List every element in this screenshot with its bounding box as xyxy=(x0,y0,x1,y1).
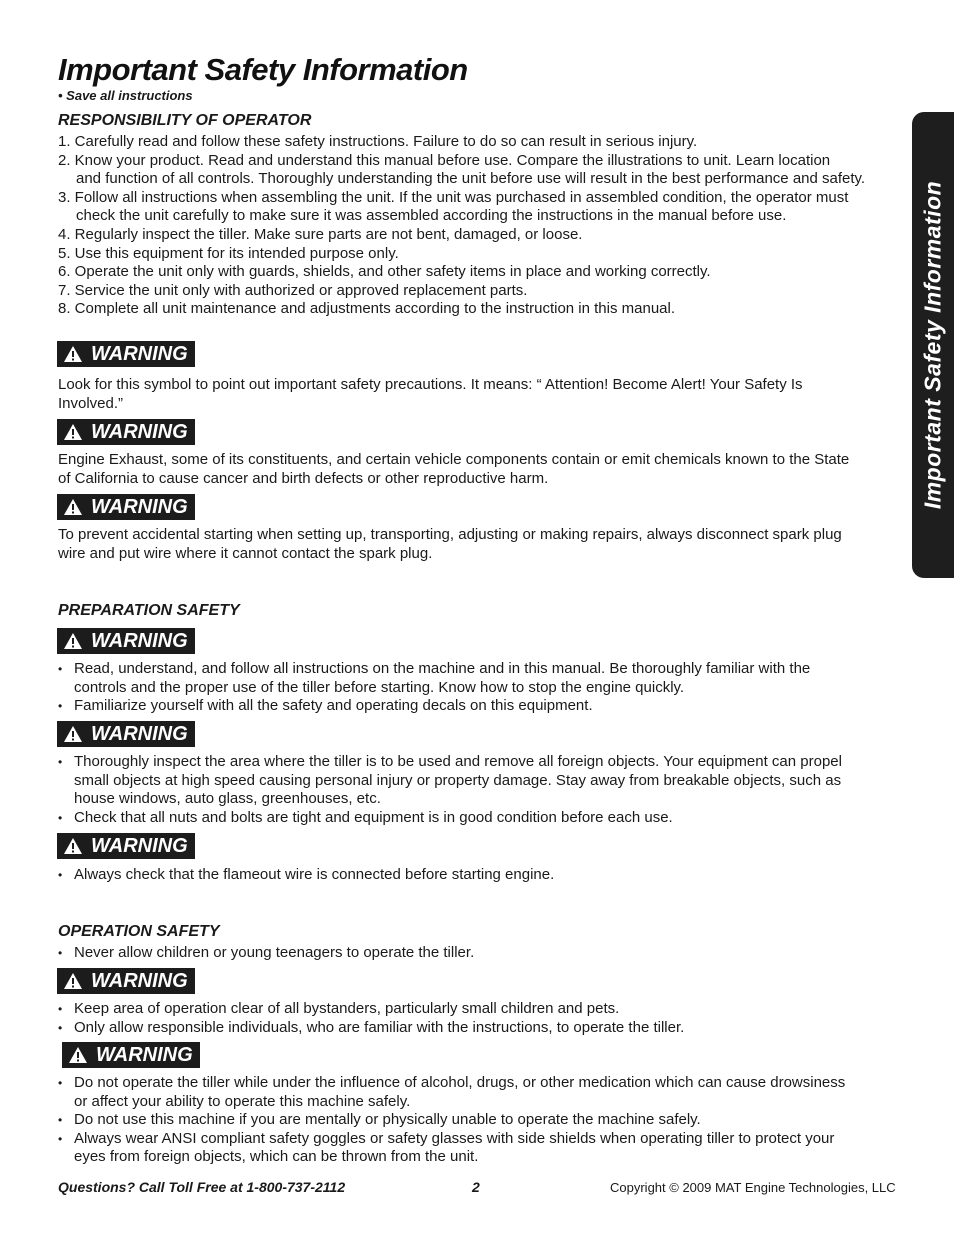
text-line: Familiarize yourself with all the safety and operating decals on this equipment. xyxy=(74,697,593,715)
text-line: Never allow children or young teenagers to operate the tiller. xyxy=(74,944,475,961)
list-item: 2. Know your product. Read and understand this manual before use. Compare the illustrations to unit. Learn location xyxy=(58,151,831,169)
text-line: Read, understand, and follow all instructions on the machine and in this manual. Be thoroughly familiar with the xyxy=(74,660,811,677)
bullet-list xyxy=(58,753,842,827)
warning-label: WARNING xyxy=(91,420,188,443)
bullet-list xyxy=(58,866,555,885)
text-line: Engine Exhaust, some of its constituents, and certain vehicle components contain or emit chemicals known to the State xyxy=(58,451,850,468)
page-title: Important Safety Information xyxy=(58,52,468,87)
list-item: 5. Use this equipment for its intended purpose only. xyxy=(58,244,399,262)
text-line: house windows, auto glass, greenhouses, etc. xyxy=(74,790,381,808)
warning-label: WARNING xyxy=(91,722,188,745)
list-item: • Always wear ANSI compliant safety goggles or safety glasses with side shields when operating tiller to protect your eyes from foreign objects, which can be thrown from the unit. xyxy=(74,1130,845,1167)
list-item: • Familiarize yourself with all the safety and operating decals on this equipment. xyxy=(74,697,810,716)
list-item: • Always check that the flameout wire is connected before starting engine. xyxy=(58,866,555,883)
bullet-list xyxy=(58,660,811,716)
warning-triangle-icon xyxy=(63,423,83,441)
list-item-continuation: check the unit carefully to make sure it was assembled according the instructions in the manual before use. xyxy=(76,207,787,225)
warning-banner xyxy=(57,968,195,994)
warning-banner xyxy=(57,721,195,747)
warning-triangle-icon xyxy=(63,725,83,743)
list-item: • Do not operate the tiller while under the influence of alcohol, drugs, or other medication which can cause drowsiness or affect your ability to operate this machine safely. xyxy=(58,1074,846,1110)
bullet-list xyxy=(58,1074,846,1167)
text-line: controls and the proper use of the tiller before starting. Know how to stop the engine quickly. xyxy=(74,678,685,696)
text-line: Involved.” xyxy=(58,394,124,412)
list-item: • Thoroughly inspect the area where the tiller is to be used and remove all foreign objects. Your equipment can propel small objects at high speed causing personal injury or property damage. Stay away from breakable objects, such as house windows, auto glass, greenhouses, etc. xyxy=(58,753,842,808)
warning-label: WARNING xyxy=(91,495,188,518)
bullet-list xyxy=(58,944,475,963)
warning-triangle-icon xyxy=(63,837,83,855)
warning-label: WARNING xyxy=(96,1043,193,1066)
text-line: Check that all nuts and bolts are tight and equipment is in good condition before each use. xyxy=(74,808,673,826)
side-section-tab xyxy=(912,112,954,578)
warning-text xyxy=(58,376,803,413)
warning-triangle-icon xyxy=(68,1046,88,1064)
page-number: 2 xyxy=(472,1179,480,1195)
text-line: wire and put wire where it cannot contact the spark plug. xyxy=(58,544,433,562)
text-line: Only allow responsible individuals, who are familiar with the instructions, to operate the tiller. xyxy=(74,1018,685,1036)
warning-banner xyxy=(57,494,195,520)
bullet-list xyxy=(58,1000,685,1037)
warning-text xyxy=(58,526,842,563)
warning-triangle-icon xyxy=(63,632,83,650)
warning-banner xyxy=(57,419,195,445)
text-line: of California to cause cancer and birth defects or other reproductive harm. xyxy=(58,469,549,487)
warning-label: WARNING xyxy=(91,629,188,652)
footer-phone: Questions? Call Toll Free at 1-800-737-2112 xyxy=(58,1179,346,1195)
warning-text xyxy=(58,451,849,488)
warning-label: WARNING xyxy=(91,834,188,857)
list-item: 1. Carefully read and follow these safety instructions. Failure to do so can result in serious injury. xyxy=(58,133,698,150)
list-item-continuation: and function of all controls. Thoroughly understanding the unit before use will result in the best performance and safety. xyxy=(76,170,866,188)
text-line: Look for this symbol to point out important safety precautions. It means: “ Attention! Become Alert! Your Safety Is xyxy=(58,376,803,393)
warning-banner xyxy=(57,628,195,654)
footer-copyright: Copyright © 2009 MAT Engine Technologies, LLC xyxy=(610,1180,896,1195)
text-line: Always wear ANSI compliant safety goggles or safety glasses with side shields when operating tiller to protect your xyxy=(74,1129,835,1147)
text-line: Thoroughly inspect the area where the tiller is to be used and remove all foreign objects. Your equipment can propel xyxy=(74,753,842,770)
warning-triangle-icon xyxy=(63,972,83,990)
text-line: Keep area of operation clear of all bystanders, particularly small children and pets. xyxy=(74,1000,620,1017)
list-item: 7. Service the unit only with authorized or approved replacement parts. xyxy=(58,281,528,299)
text-line: small objects at high speed causing personal injury or property damage. Stay away from breakable objects, such as xyxy=(74,771,842,789)
warning-banner xyxy=(57,341,195,367)
section-heading-responsibility: RESPONSIBILITY OF OPERATOR xyxy=(58,112,312,129)
text-line: To prevent accidental starting when setting up, transporting, adjusting or making repairs, always disconnect spark plug xyxy=(58,526,842,543)
list-item: • Only allow responsible individuals, who are familiar with the instructions, to operate the tiller. xyxy=(58,1018,685,1036)
save-instructions-note: • Save all instructions xyxy=(58,88,193,103)
text-line: Always check that the flameout wire is connected before starting engine. xyxy=(74,866,555,883)
list-item: • Read, understand, and follow all instructions on the machine and in this manual. Be thoroughly familiar with the controls and the proper use of the tiller before starting. Know how to stop the engine quickly. xyxy=(58,660,811,696)
list-item: 3. Follow all instructions when assembling the unit. If the unit was purchased in assembled condition, the operator must xyxy=(58,188,849,206)
responsibility-list xyxy=(58,133,865,319)
list-item: • Check that all nuts and bolts are tight and equipment is in good condition before each use. xyxy=(74,809,842,828)
text-line: eyes from foreign objects, which can be thrown from the unit. xyxy=(74,1148,479,1166)
section-heading-operation: OPERATION SAFETY xyxy=(58,923,220,940)
text-line: Do not operate the tiller while under the influence of alcohol, drugs, or other medication which can cause drowsiness xyxy=(74,1074,846,1091)
list-item: • Never allow children or young teenagers to operate the tiller. xyxy=(58,944,475,961)
text-line: Do not use this machine if you are mentally or physically unable to operate the machine safely. xyxy=(74,1111,701,1129)
warning-triangle-icon xyxy=(63,498,83,516)
warning-label: WARNING xyxy=(91,969,188,992)
list-item: 6. Operate the unit only with guards, shields, and other safety items in place and working correctly. xyxy=(58,263,711,281)
side-tab-label: Important Safety Information xyxy=(919,180,946,510)
list-item: 4. Regularly inspect the tiller. Make sure parts are not bent, damaged, or loose. xyxy=(58,225,583,243)
list-item: 8. Complete all unit maintenance and adjustments according to the instruction in this manual. xyxy=(58,300,676,318)
warning-banner xyxy=(62,1042,200,1068)
list-item: • Keep area of operation clear of all bystanders, particularly small children and pets. xyxy=(74,1000,684,1019)
list-item: • Do not use this machine if you are mentally or physically unable to operate the machine safely. xyxy=(74,1111,845,1130)
section-heading-preparation: PREPARATION SAFETY xyxy=(58,602,240,619)
warning-triangle-icon xyxy=(63,345,83,363)
text-line: or affect your ability to operate this machine safely. xyxy=(74,1092,411,1110)
warning-label: WARNING xyxy=(91,342,188,365)
warning-banner xyxy=(57,833,195,859)
